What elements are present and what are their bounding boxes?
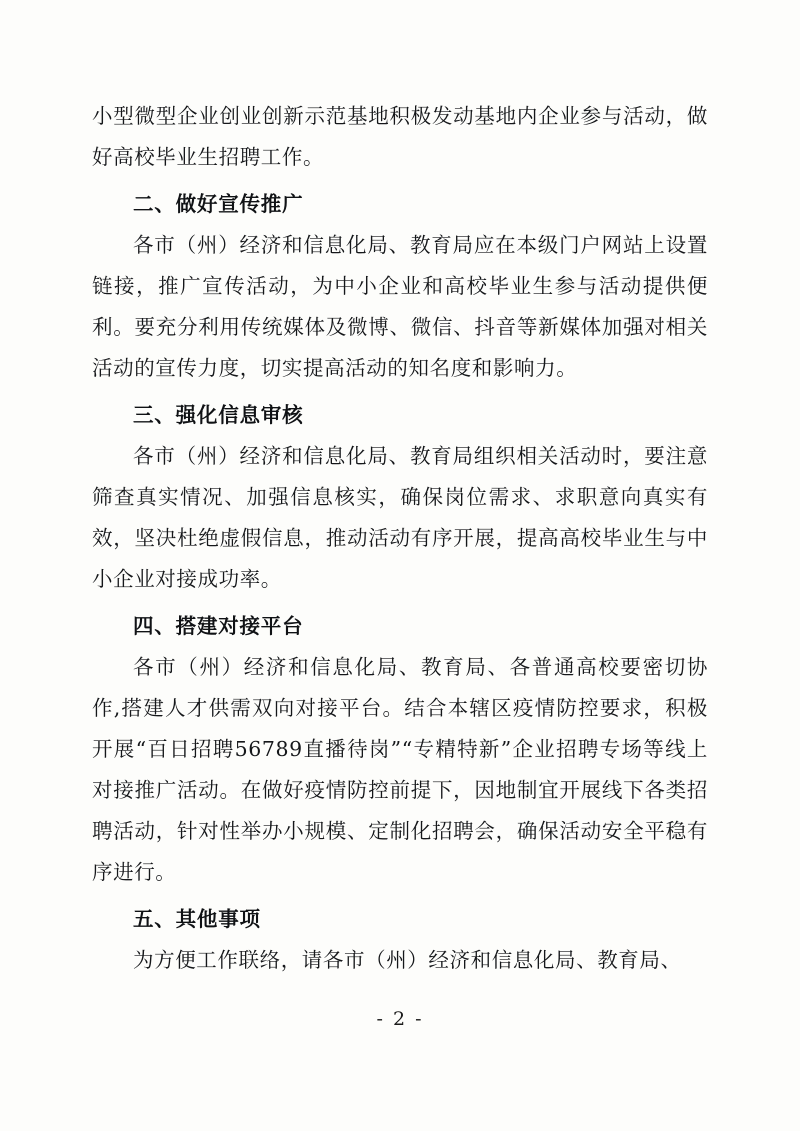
paragraph-section-two: 各市（州）经济和信息化局、教育局应在本级门户网站上设置链接，推广宣传活动，为中小企业和高校毕业生参与活动提供便利。要充分利用传统媒体及微博、微信、抖音等新媒体加强对相关活动的宣传力度，切实提高活动的知名度和影响力。: [92, 233, 708, 380]
section-heading-four: 四、搭建对接平台: [133, 614, 304, 638]
section-heading-two: 二、做好宣传推广: [133, 192, 304, 216]
paragraph-section-five: 为方便工作联络，请各市（州）经济和信息化局、教育局、: [133, 948, 682, 972]
document-body: [92, 96, 708, 981]
section-heading-three: 三、强化信息审核: [133, 403, 304, 427]
page-number: - 2 -: [376, 1008, 424, 1030]
paragraph-section-four: 各市（州）经济和信息化局、教育局、各普通高校要密切协作,搭建人才供需双向对接平台。结合本辖区疫情防控要求，积极开展“百日招聘56789直播待岗”“专精特新”企业招聘专场等线上对接推广活动。在做好疫情防控前提下，因地制宜开展线下各类招聘活动，针对性举办小规模、定制化招聘会，确保活动安全平稳有序进行。: [92, 655, 708, 884]
section-heading-five: 五、其他事项: [133, 907, 261, 931]
paragraph-section-three: 各市（州）经济和信息化局、教育局组织相关活动时，要注意筛查真实情况、加强信息核实，确保岗位需求、求职意向真实有效，坚决杜绝虚假信息，推动活动有序开展，提高高校毕业生与中小企业对接成功率。: [92, 444, 708, 591]
paragraph-continuation: 小型微型企业创业创新示范基地积极发动基地内企业参与活动，做好高校毕业生招聘工作。: [92, 104, 708, 169]
